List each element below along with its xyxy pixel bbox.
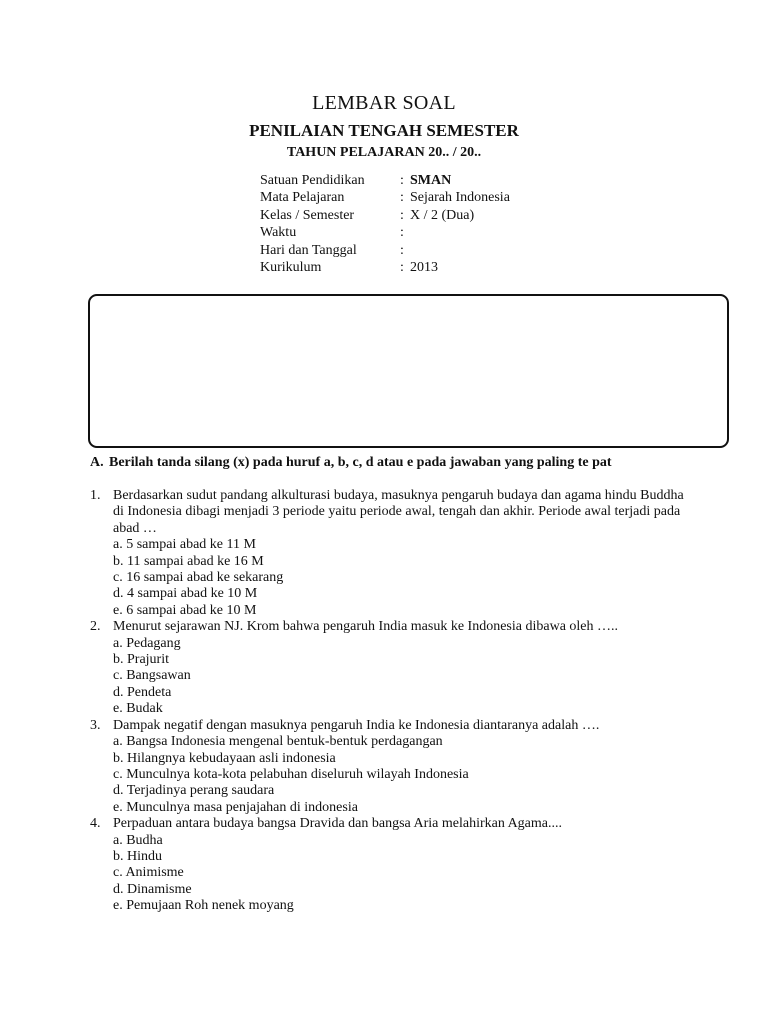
question-text: Berdasarkan sudut pandang alkulturasi budaya, masuknya pengaruh budaya dan agama hindu Buddha di Indonesia dibagi menjadi 3 periode yaitu periode awal, tengah dan akhir. Periode awal terjadi pada abad … xyxy=(113,488,684,536)
answer-option: a. 5 sampai abad ke 11 M xyxy=(113,537,256,553)
info-colon: : xyxy=(400,173,404,188)
page-title: LEMBAR SOAL xyxy=(312,92,456,114)
blank-notes-box xyxy=(88,294,729,448)
info-colon: : xyxy=(400,207,404,223)
answer-option: d. Pendeta xyxy=(113,684,172,700)
answer-option: c. 16 sampai abad ke sekarang xyxy=(113,570,284,586)
answer-option: c. Bangsawan xyxy=(113,668,191,684)
answer-option: e. 6 sampai abad ke 10 M xyxy=(113,602,257,618)
answer-option: b. Prajurit xyxy=(113,652,169,668)
info-row-waktu xyxy=(260,224,510,241)
question-number: 1. xyxy=(90,488,101,503)
info-label: Kelas / Semester xyxy=(260,207,355,223)
answer-option: d. 4 sampai abad ke 10 M xyxy=(113,586,258,602)
info-value: X / 2 (Dua) xyxy=(410,207,475,223)
info-row-kelas-semester xyxy=(260,207,510,224)
answer-option: a. Bangsa Indonesia mengenal bentuk-bentuk perdagangan xyxy=(113,734,443,750)
question-number: 2. xyxy=(90,619,101,635)
answer-option: b. Hindu xyxy=(113,848,162,864)
question-text: Dampak negatif dengan masuknya pengaruh India ke Indonesia diantaranya adalah …. xyxy=(113,717,600,733)
question-number: 3. xyxy=(90,717,101,733)
info-value: 2013 xyxy=(410,259,438,275)
info-row-hari-tanggal xyxy=(260,242,510,259)
answer-option: a. Pedagang xyxy=(113,635,181,651)
info-label: Mata Pelajaran xyxy=(260,190,345,206)
info-label: Satuan Pendidikan xyxy=(260,173,365,188)
answer-option: b. 11 sampai abad ke 16 M xyxy=(113,553,264,569)
question-text: Menurut sejarawan NJ. Krom bahwa pengaruh India masuk ke Indonesia dibawa oleh ….. xyxy=(113,619,619,635)
section-letter: A. xyxy=(90,455,104,470)
academic-year: TAHUN PELAJARAN 20.. / 20.. xyxy=(286,145,482,160)
info-label: Hari dan Tanggal xyxy=(260,242,357,258)
answer-option: c. Animisme xyxy=(113,865,184,881)
info-colon: : xyxy=(400,190,404,206)
info-label: Kurikulum xyxy=(260,259,322,275)
instruction-text: Berilah tanda silang (x) pada huruf a, b, c, d atau e pada jawaban yang paling te pat xyxy=(109,455,612,470)
question-item xyxy=(90,816,690,914)
answer-option: b. Hilangnya kebudayaan asli indonesia xyxy=(113,750,336,766)
info-row-mata-pelajaran xyxy=(260,189,510,206)
info-row-satuan-pendidikan xyxy=(260,172,510,189)
question-item xyxy=(90,619,690,717)
section-instruction xyxy=(90,455,612,471)
question-item xyxy=(90,488,690,619)
question-item xyxy=(90,718,690,816)
info-value: SMAN xyxy=(410,173,452,188)
answer-option: a. Budha xyxy=(113,832,163,848)
info-colon: : xyxy=(400,225,404,241)
answer-option: c. Munculnya kota-kota pelabuhan diseluruh wilayah Indonesia xyxy=(113,766,469,782)
question-list xyxy=(90,488,690,915)
info-colon: : xyxy=(400,242,404,258)
info-value: Sejarah Indonesia xyxy=(410,190,510,206)
question-text: Perpaduan antara budaya bangsa Dravida dan bangsa Aria melahirkan Agama.... xyxy=(113,816,562,832)
info-label: Waktu xyxy=(260,225,297,241)
answer-option: e. Budak xyxy=(113,701,163,717)
answer-option: e. Pemujaan Roh nenek moyang xyxy=(113,898,294,914)
question-number: 4. xyxy=(90,816,101,832)
answer-option: d. Dinamisme xyxy=(113,881,192,897)
exam-info-table xyxy=(260,172,510,276)
answer-option: e. Munculnya masa penjajahan di indonesia xyxy=(113,799,358,815)
answer-option: d. Terjadinya perang saudara xyxy=(113,783,275,799)
info-row-kurikulum xyxy=(260,259,510,276)
exam-subtitle: PENILAIAN TENGAH SEMESTER xyxy=(249,121,519,140)
info-colon: : xyxy=(400,259,404,275)
